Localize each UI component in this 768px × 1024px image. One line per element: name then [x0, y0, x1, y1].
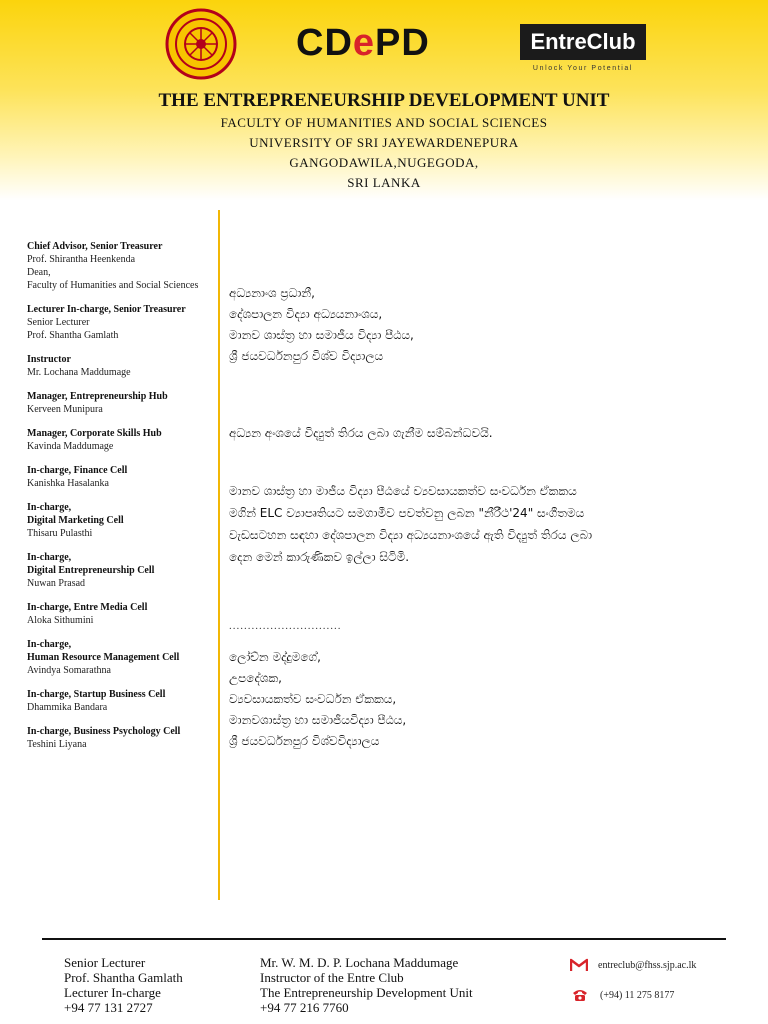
- sender-line: ව්‍යවසායකත්ව සංවර්ධන ඒකකය,: [229, 692, 397, 706]
- cdepd-logo: CDePD: [296, 22, 430, 64]
- recipient-line: දේශපාලන විද්‍යා අධ්‍යයනාංශය,: [229, 307, 383, 321]
- footer-phone: +94 77 216 7760: [260, 1000, 349, 1015]
- contact-phone: (+94) 11 275 8177: [600, 990, 675, 1001]
- staff-detail: Dean,: [27, 267, 51, 278]
- staff-role: Lecturer In-charge, Senior Treasurer: [27, 304, 186, 315]
- staff-entry: [27, 353, 207, 379]
- recipient-line: ශ්‍රී ජයවර්ධනපුර විශ්ව විද්‍යාලය: [229, 349, 384, 363]
- header-line-faculty: FACULTY OF HUMANITIES AND SOCIAL SCIENCES: [220, 115, 548, 130]
- recipient-address: [229, 283, 749, 367]
- unit-title: THE ENTREPRENEURSHIP DEVELOPMENT UNIT: [158, 90, 610, 111]
- staff-detail: Kanishka Hasalanka: [27, 478, 109, 489]
- staff-entry: [27, 601, 207, 627]
- footer-text: Instructor of the Entre Club: [260, 970, 404, 985]
- footer-text: Mr. W. M. D. P. Lochana Maddumage: [260, 955, 459, 970]
- staff-detail: Faculty of Humanities and Social Sciences: [27, 280, 199, 291]
- staff-detail: Nuwan Prasad: [27, 578, 86, 589]
- staff-role: Instructor: [27, 354, 71, 365]
- header-line-country: SRI LANKA: [347, 175, 421, 190]
- staff-detail: Prof. Shirantha Heenkenda: [27, 254, 136, 265]
- body-line: මානව ශාස්ත්‍ර හා මාජීය විද්‍යා පීඨයේ ව්‍යවසායකත්ව සංවර්ධන ඒකකය: [229, 484, 577, 498]
- staff-role: In-charge, Entre Media Cell: [27, 602, 148, 613]
- staff-entry: [27, 551, 207, 590]
- staff-detail: Prof. Shantha Gamlath: [27, 330, 119, 341]
- column-divider: [218, 210, 220, 900]
- header-line-city: GANGODAWILA,NUGEGODA,: [289, 155, 479, 170]
- staff-list: [27, 240, 207, 762]
- staff-entry: [27, 390, 207, 416]
- university-seal-icon: [165, 8, 237, 80]
- footer-text: Senior Lecturer: [64, 955, 146, 970]
- sender-line: ශ්‍රී ජයවර්ධනපුර විශ්වවිද්‍යාලය: [229, 734, 380, 748]
- staff-role: In-charge, Digital Entrepreneurship Cell: [27, 552, 155, 576]
- body-line: දෙන මෙන් කාරුණිකව ඉල්ලා සිටිමි.: [229, 550, 410, 564]
- staff-role: In-charge, Digital Marketing Cell: [27, 502, 124, 526]
- entreclub-logo: EntreClub: [520, 24, 646, 60]
- footer-rule: [42, 938, 726, 940]
- staff-detail: Mr. Lochana Maddumage: [27, 367, 131, 378]
- contact-email[interactable]: entreclub@fhss.sjp.ac.lk: [598, 960, 697, 971]
- staff-entry: [27, 464, 207, 490]
- signature-line: ..............................: [229, 620, 342, 632]
- staff-entry: [27, 427, 207, 453]
- footer-lecturer-block: [64, 955, 183, 1015]
- staff-entry: [27, 725, 207, 751]
- footer-instructor-block: [260, 955, 473, 1015]
- staff-detail: Thisaru Pulasthi: [27, 528, 93, 539]
- entreclub-tagline: Unlock Your Potential: [532, 65, 634, 72]
- staff-entry: [27, 240, 207, 292]
- staff-role: Chief Advisor, Senior Treasurer: [27, 241, 163, 252]
- staff-detail: Senior Lecturer: [27, 317, 90, 328]
- recipient-line: මානව ශාස්ත්‍ර හා සමාජීය විද්‍යා පීඨය,: [229, 328, 414, 342]
- letter-subject: අධ්‍යන අංශයේ විද්‍යුත් තිරය ලබා ගැනීම සම්බන්ධවයි.: [229, 426, 493, 440]
- body-line: වැඩසටහන සඳහා දේශපාලන විද්‍යා අධ්‍යයනාංශයේ ඇති විද්‍යුත් තිරය ලබා: [229, 528, 593, 542]
- staff-role: In-charge, Human Resource Management Cell: [27, 639, 180, 663]
- footer-text: Prof. Shantha Gamlath: [64, 970, 183, 985]
- staff-role: In-charge, Startup Business Cell: [27, 689, 166, 700]
- sender-line: මානවශාස්ත්‍ර හා සමාජීයවිද්‍යා පීඨය,: [229, 713, 407, 727]
- staff-role: In-charge, Finance Cell: [27, 465, 128, 476]
- staff-detail: Avindya Somarathna: [27, 665, 111, 676]
- staff-entry: [27, 638, 207, 677]
- staff-detail: Teshini Liyana: [27, 739, 87, 750]
- phone-icon: [571, 988, 589, 1002]
- staff-detail: Aloka Sithumini: [27, 615, 94, 626]
- staff-entry: [27, 688, 207, 714]
- staff-detail: Kerveen Munipura: [27, 404, 103, 415]
- header-line-university: UNIVERSITY OF SRI JAYEWARDENEPURA: [249, 135, 519, 150]
- letter-body: [229, 480, 749, 568]
- staff-role: In-charge, Business Psychology Cell: [27, 726, 181, 737]
- sender-block: [229, 647, 749, 752]
- staff-detail: Kavinda Maddumage: [27, 441, 114, 452]
- staff-role: Manager, Entrepreneurship Hub: [27, 391, 168, 402]
- body-line: මගින් ELC ව්‍යාපෘතියට සමගාමීව පවත්වනු ලබන "නීරීථ'24" සංගීතමය: [229, 506, 585, 520]
- staff-role: Manager, Corporate Skills Hub: [27, 428, 162, 439]
- staff-entry: [27, 303, 207, 342]
- footer-text: Lecturer In-charge: [64, 985, 161, 1000]
- sender-line: උපදේශක,: [229, 671, 282, 685]
- footer-text: The Entrepreneurship Development Unit: [260, 985, 473, 1000]
- staff-entry: [27, 501, 207, 540]
- footer-phone: +94 77 131 2727: [64, 1000, 153, 1015]
- staff-detail: Dhammika Bandara: [27, 702, 108, 713]
- mail-icon: [570, 958, 588, 972]
- recipient-line: අධ්‍යනාංශ ප්‍රධානී,: [229, 286, 315, 300]
- sender-line: ලෝච්න මද්දුමගේ,: [229, 650, 321, 664]
